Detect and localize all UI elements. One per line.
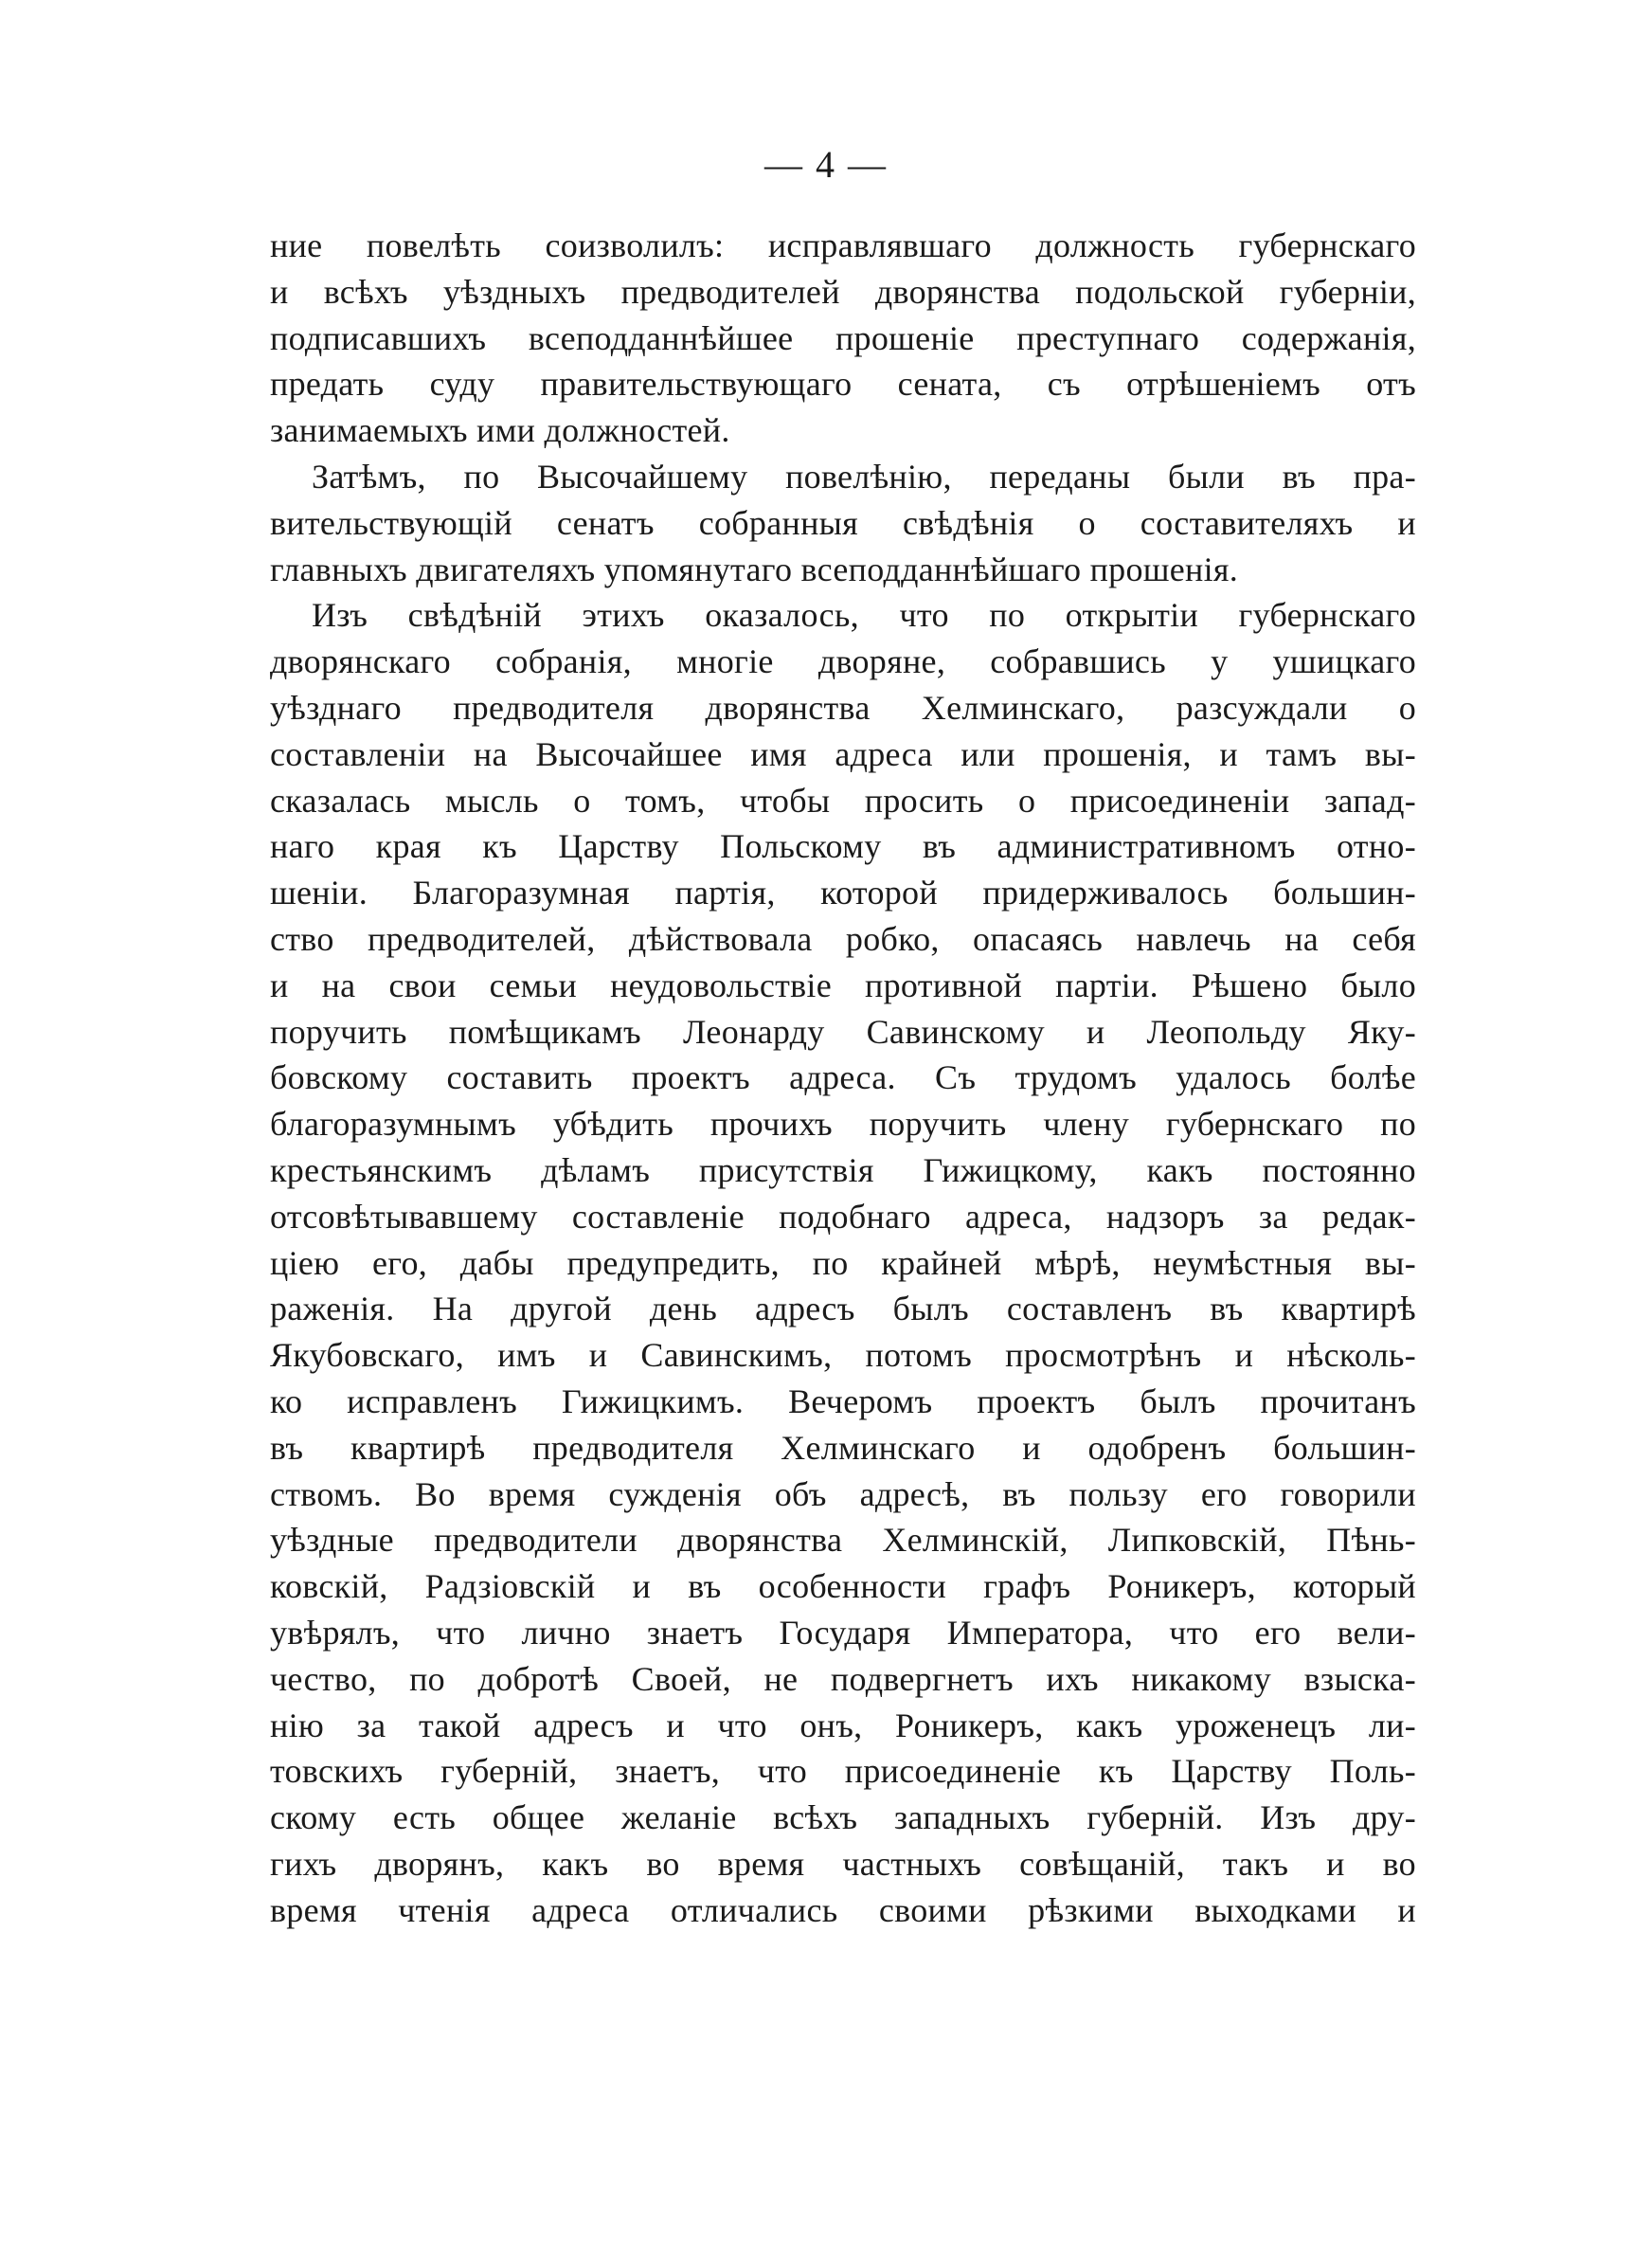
- text-line: Изъ свѣдѣній этихъ оказалось, что по открытіи губернскаго: [312, 596, 1416, 635]
- text-line: вительствующій сенатъ собранныя свѣдѣнія о составителяхъ и: [270, 503, 1416, 542]
- text-line: наго края къ Царству Польскому въ административномъ отно-: [270, 827, 1416, 866]
- text-line: нію за такой адресъ и что онъ, Роникеръ, какъ уроженецъ ли-: [270, 1706, 1416, 1744]
- text-line: ціею его, дабы предупредить, по крайней мѣрѣ, неумѣстныя вы-: [270, 1243, 1416, 1282]
- text-line: предать суду правительствующаго сената, съ отрѣшеніемъ отъ: [270, 365, 1416, 404]
- text-line: дворянскаго собранія, многіе дворяне, собравшись у ушицкаго: [270, 642, 1416, 681]
- page-number: — 4 —: [764, 143, 888, 186]
- text-line: гихъ дворянъ, какъ во время частныхъ совѣщаній, такъ и во: [270, 1844, 1416, 1883]
- text-line: подписавшихъ всеподданнѣйшее прошеніе преступнаго содержанія,: [270, 318, 1416, 357]
- text-line: и на свои семьи неудовольствіе противной партіи. Рѣшено было: [270, 966, 1416, 1004]
- text-line: шеніи. Благоразумная партія, которой придерживалось большин-: [270, 874, 1416, 912]
- text-line: увѣрялъ, что лично знаетъ Государя Императора, что его вели-: [270, 1613, 1416, 1652]
- text-line: скому есть общее желаніе всѣхъ западныхъ губерній. Изъ дру-: [270, 1798, 1416, 1837]
- text-line: время чтенія адреса отличались своими рѣзкими выходками и: [270, 1890, 1416, 1929]
- text-line: Затѣмъ, по Высочайшему повелѣнію, переданы были въ пра-: [312, 457, 1416, 496]
- text-line: и всѣхъ уѣздныхъ предводителей дворянства подольской губерніи,: [270, 272, 1416, 311]
- text-line: ковскій, Радзіовскій и въ особенности графъ Роникеръ, который: [270, 1567, 1416, 1606]
- text-line: уѣзднаго предводителя дворянства Хелминскаго, разсуждали о: [270, 688, 1416, 727]
- text-line: чество, по добротѣ Своей, не подвергнетъ ихъ никакому взыска-: [270, 1659, 1416, 1698]
- text-line: уѣздные предводители дворянства Хелминскій, Липковскій, Пѣнь-: [270, 1521, 1416, 1560]
- text-line: товскихъ губерній, знаетъ, что присоединеніе къ Царству Поль-: [270, 1752, 1416, 1791]
- text-line: крестьянскимъ дѣламъ присутствія Гижицкому, какъ постоянно: [270, 1150, 1416, 1189]
- body-text: [270, 223, 1416, 1933]
- text-line: поручить помѣщикамъ Леонарду Савинскому и Леопольду Яку-: [270, 1012, 1416, 1051]
- text-line: Якубовскаго, имъ и Савинскимъ, потомъ просмотрѣнъ и нѣсколь-: [270, 1336, 1416, 1375]
- text-line: ство предводителей, дѣйствовала робко, опасаясь навлечь на себя: [270, 919, 1416, 958]
- text-line: сказалась мысль о томъ, чтобы просить о присоединеніи запад-: [270, 781, 1416, 820]
- text-line: благоразумнымъ убѣдить прочихъ поручить члену губернскаго по: [270, 1105, 1416, 1144]
- text-line: отсовѣтывавшему составленіе подобнаго адреса, надзоръ за редак-: [270, 1197, 1416, 1236]
- text-line: ствомъ. Во время сужденія объ адресѣ, въ пользу его говорили: [270, 1474, 1416, 1513]
- text-line: ние повелѣть соизволилъ: исправлявшаго должность губернскаго: [270, 226, 1416, 264]
- text-line: въ квартирѣ предводителя Хелминскаго и одобренъ большин-: [270, 1428, 1416, 1467]
- text-line: занимаемыхъ ими должностей.: [270, 411, 730, 450]
- text-line: бовскому составить проектъ адреса. Съ трудомъ удалось болѣе: [270, 1058, 1416, 1097]
- text-line: раженія. На другой день адресъ былъ составленъ въ квартирѣ: [270, 1290, 1416, 1328]
- text-line: главныхъ двигателяхъ упомянутаго всеподданнѣйшаго прошенія.: [270, 550, 1239, 588]
- text-line: ко исправленъ Гижицкимъ. Вечеромъ проектъ былъ прочитанъ: [270, 1381, 1416, 1420]
- text-line: составленіи на Высочайшее имя адреса или прошенія, и тамъ вы-: [270, 734, 1416, 773]
